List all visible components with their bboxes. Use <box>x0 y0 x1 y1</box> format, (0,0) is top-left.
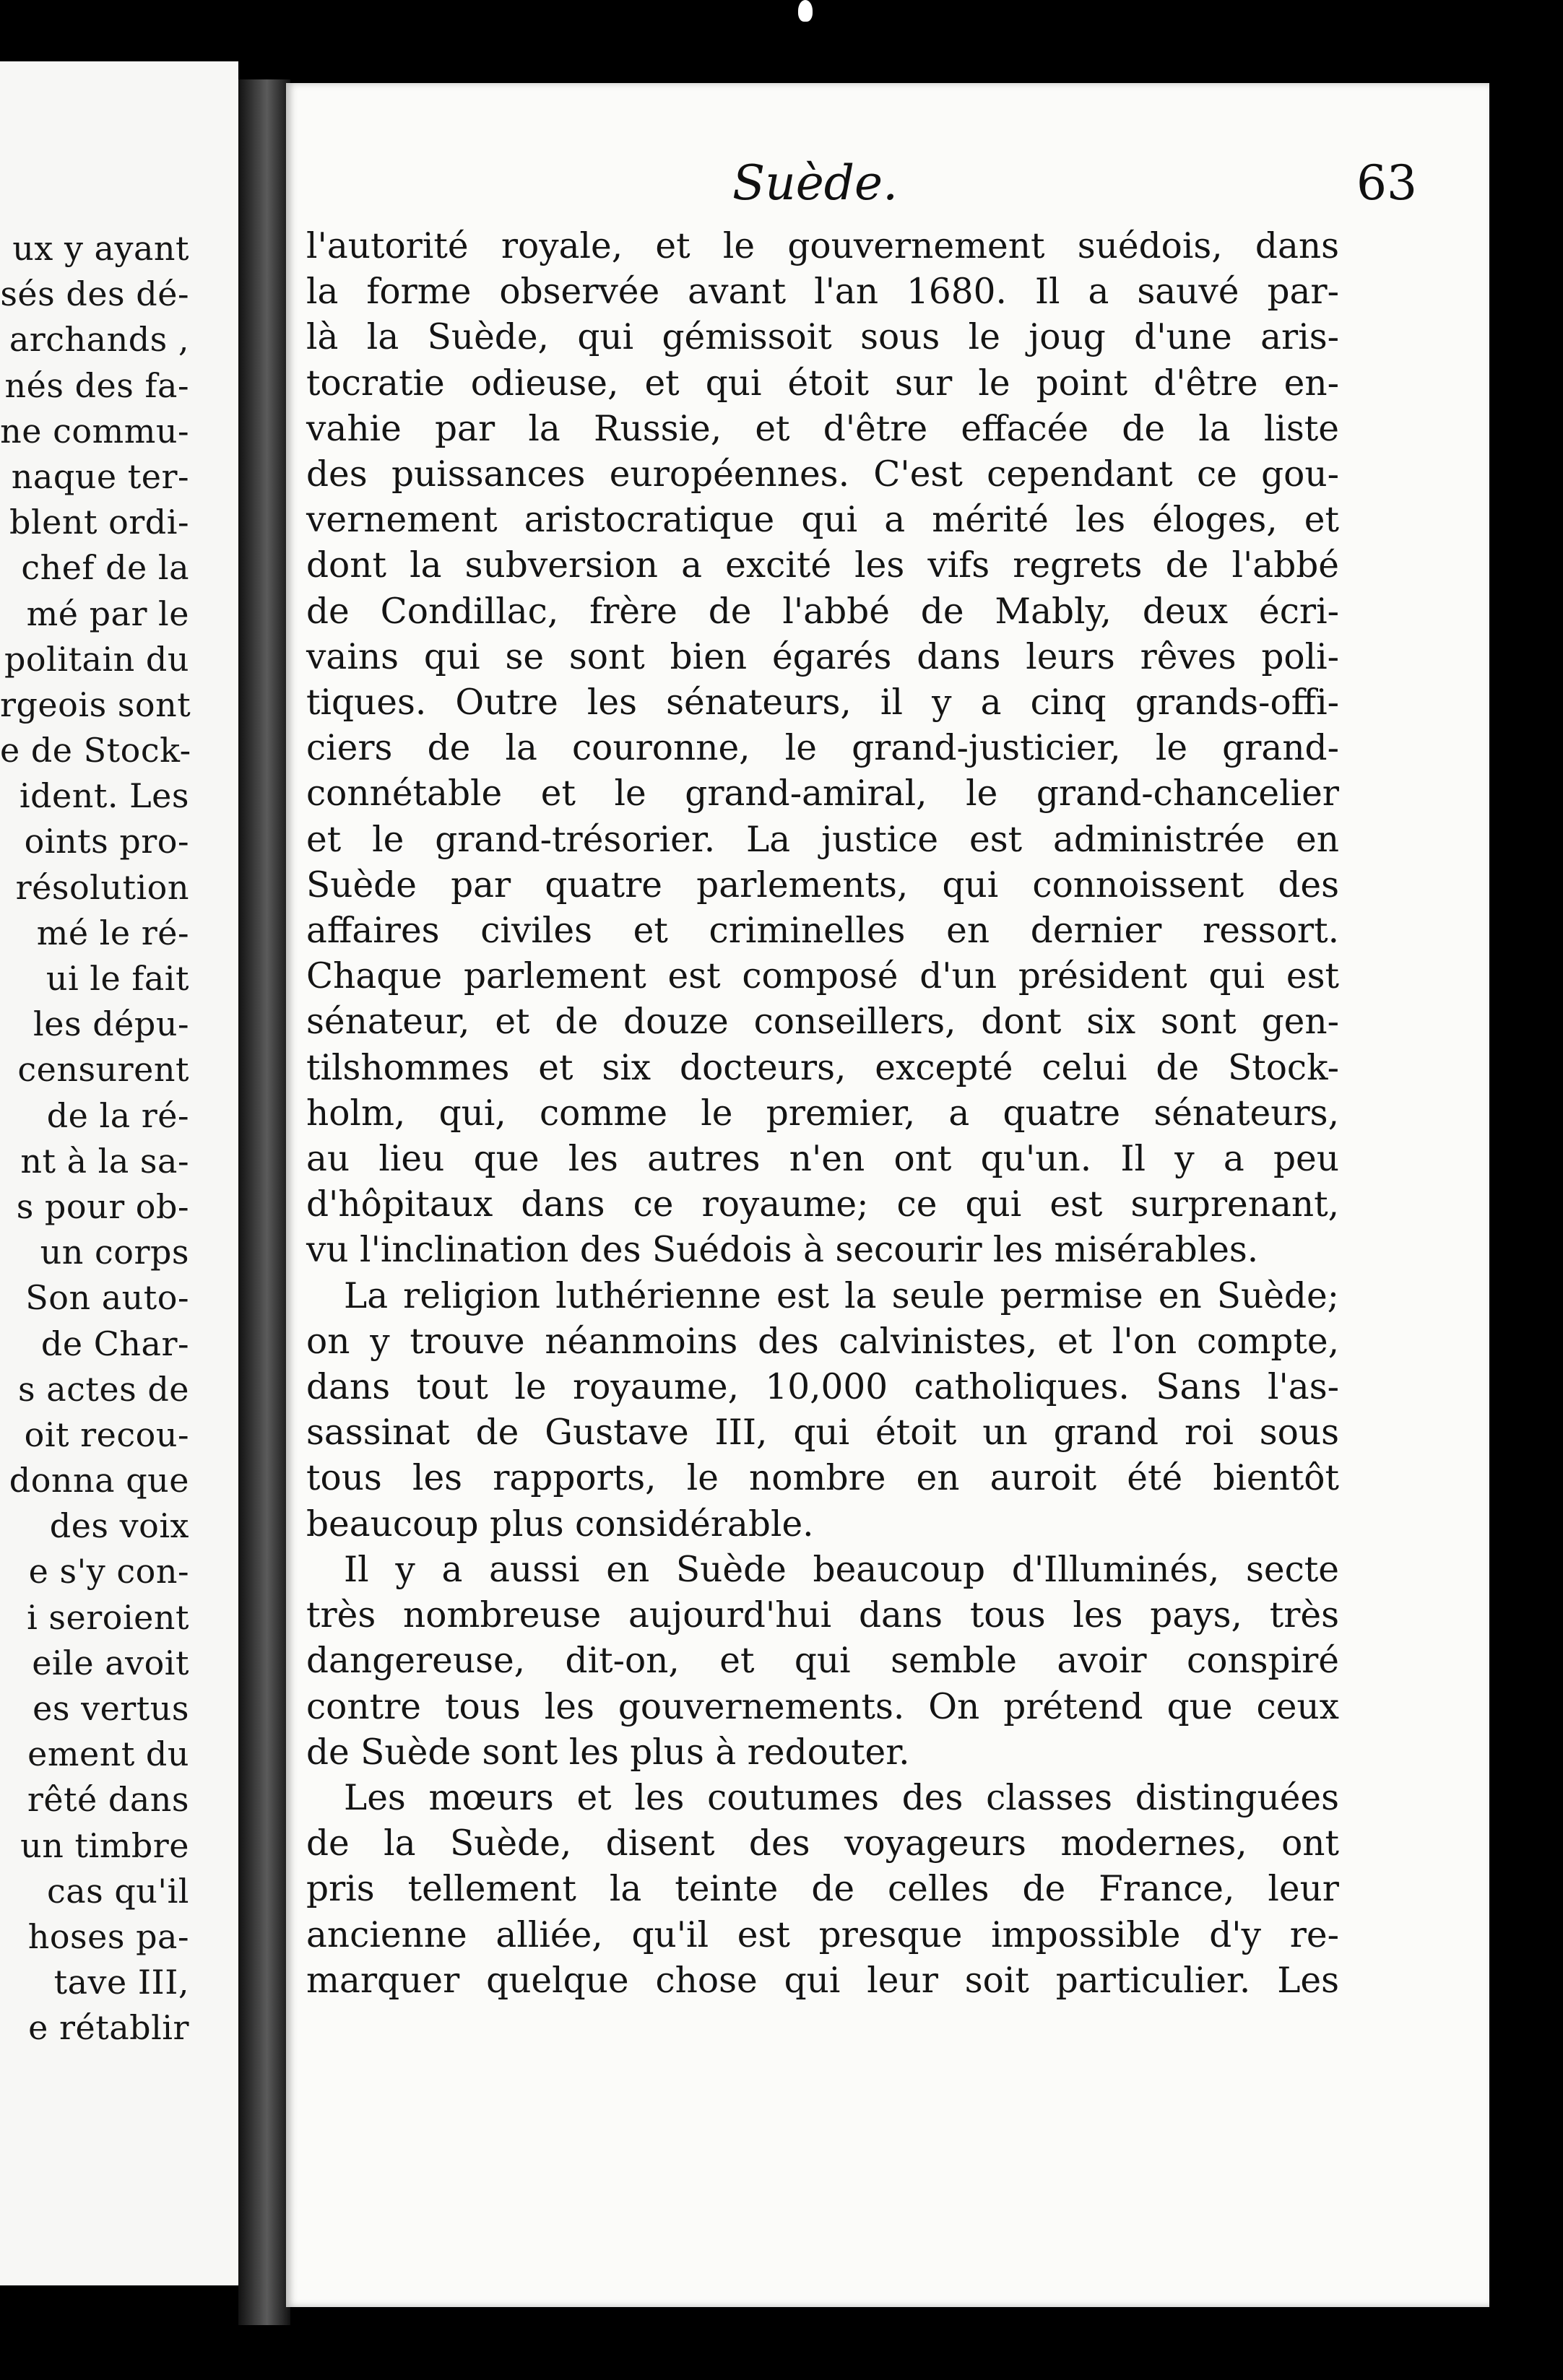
text-line: de Suède sont les plus à redouter. <box>306 1732 910 1773</box>
text-line: très nombreuse aujourd'hui dans tous les pays, très <box>306 1595 1339 1636</box>
text-line: beaucoup plus considérable. <box>306 1503 814 1545</box>
left-page-line: e de Stock- <box>0 731 191 770</box>
left-page-line: archands , <box>9 320 189 360</box>
text-line: l'autorité royale, et le gouvernement suédois, dans <box>306 226 1339 266</box>
left-page-line: résolution <box>15 867 189 907</box>
left-page-line: rgeois sont <box>0 685 191 724</box>
left-page-line: ne commu- <box>0 411 189 451</box>
text-line: dont la subversion a excité les vifs regrets de l'abbé <box>306 545 1339 586</box>
body-text <box>306 224 1339 2004</box>
text-line: contre tous les gouvernements. On prétend que ceux <box>306 1686 1339 1727</box>
left-page-line: nés des fa- <box>4 365 189 405</box>
text-line: tous les rapports, le nombre en auroit été bientôt <box>306 1458 1339 1499</box>
left-page-line: e s'y con- <box>28 1552 189 1591</box>
left-page-line: nt à la sa- <box>20 1141 189 1181</box>
text-line: Chaque parlement est composé d'un président qui est <box>306 956 1339 997</box>
left-page-line: de la ré- <box>46 1095 189 1135</box>
page-number: 63 <box>1356 155 1417 211</box>
left-page-text <box>0 226 238 2051</box>
left-page-line: rêté dans <box>27 1780 189 1820</box>
left-page-line: les dépu- <box>33 1004 189 1044</box>
left-page-line: donna que <box>9 1461 189 1500</box>
text-line: pris tellement la teinte de celles de France, leur <box>306 1869 1339 1910</box>
left-page-line: chef de la <box>21 548 189 588</box>
left-page-fragment <box>0 61 238 2285</box>
left-page-line: sés des dé- <box>0 274 189 314</box>
text-line: dans tout le royaume, 10,000 catholiques. Sans l'as- <box>306 1367 1339 1408</box>
left-page-line: ux y ayant <box>12 229 189 268</box>
left-page-line: eile avoit <box>32 1643 189 1682</box>
text-line: tiques. Outre les sénateurs, il y a cinq grands-offi- <box>306 682 1339 724</box>
left-page-line: censurent <box>17 1050 189 1090</box>
page-header <box>286 155 1489 220</box>
running-title: Suède. <box>732 155 899 211</box>
text-line: marquer quelque chose qui leur soit particulier. Les <box>306 1960 1339 2001</box>
text-line: Il y a aussi en Suède beaucoup d'Illuminés, secte <box>344 1549 1339 1590</box>
text-line: vains qui se sont bien égarés dans leurs rêves poli- <box>306 636 1339 677</box>
text-line: Les mœurs et les coutumes des classes distinguées <box>344 1777 1339 1818</box>
text-line: ancienne alliée, qu'il est presque impossible d'y re- <box>306 1914 1339 1955</box>
left-page-line: tave III, <box>53 1963 189 2002</box>
text-line: on y trouve néanmoins des calvinistes, et l'on compte, <box>306 1321 1339 1362</box>
left-page-line: ui le fait <box>46 959 189 998</box>
left-page-line: des voix <box>49 1506 189 1546</box>
text-line: la forme observée avant l'an 1680. Il a sauvé par- <box>306 272 1339 313</box>
text-line: ciers de la couronne, le grand-justicier, le grand- <box>306 728 1339 769</box>
text-line: connétable et le grand-amiral, le grand-chancelier <box>306 773 1339 815</box>
text-line: affaires civiles et criminelles en dernier ressort. <box>306 911 1339 952</box>
text-line: des puissances européennes. C'est cependant ce gou- <box>306 454 1339 495</box>
left-page-line: oints pro- <box>24 822 189 861</box>
left-page-line: de Char- <box>40 1324 189 1363</box>
left-page-line: mé par le <box>26 594 189 633</box>
text-line: là la Suède, qui gémissoit sous le joug d'une aris- <box>306 317 1339 358</box>
left-page-line: politain du <box>4 639 189 679</box>
left-page-line: un corps <box>40 1233 189 1272</box>
text-line: dangereuse, dit-on, et qui semble avoir conspiré <box>306 1641 1339 1682</box>
text-line: tilshommes et six docteurs, excepté celui de Stock- <box>306 1047 1339 1088</box>
text-line: sassinat de Gustave III, qui étoit un grand roi sous <box>306 1412 1339 1454</box>
text-line: de Condillac, frère de l'abbé de Mably, deux écri- <box>306 591 1339 632</box>
text-line: vahie par la Russie, et d'être effacée de la liste <box>306 408 1339 449</box>
text-line: tocratie odieuse, et qui étoit sur le point d'être en- <box>306 362 1339 404</box>
left-page-line: hoses pa- <box>27 1916 189 1956</box>
left-page-line: e rétablir <box>28 2008 189 2048</box>
text-line: vernement aristocratique qui a mérité les éloges, et <box>306 500 1339 541</box>
text-line: La religion luthérienne est la seule permise en Suède; <box>344 1275 1339 1316</box>
left-page-line: Son auto- <box>25 1278 189 1318</box>
left-page-line: un timbre <box>20 1825 189 1865</box>
left-page-line: ident. Les <box>19 776 189 816</box>
right-page <box>286 83 1489 2307</box>
text-line: vu l'inclination des Suédois à secourir les misérables. <box>306 1230 1259 1271</box>
book-gutter <box>238 79 290 2325</box>
left-page-line: ement du <box>27 1734 189 1774</box>
left-page-line: oit recou- <box>24 1415 189 1454</box>
left-page-line: mé le ré- <box>36 913 189 952</box>
left-page-line: es vertus <box>33 1689 189 1728</box>
left-page-line: s pour ob- <box>16 1186 189 1226</box>
left-page-line: i seroient <box>27 1597 189 1637</box>
left-page-line: naque ter- <box>11 456 189 496</box>
text-line: holm, qui, comme le premier, a quatre sénateurs, <box>306 1093 1339 1134</box>
left-page-line: blent ordi- <box>9 503 189 542</box>
text-line: sénateur, et de douze conseillers, dont six sont gen- <box>306 1002 1339 1043</box>
film-speck <box>798 0 813 22</box>
text-line: au lieu que les autres n'en ont qu'un. Il y a peu <box>306 1139 1339 1180</box>
left-page-line: cas qu'il <box>46 1871 189 1911</box>
text-line: Suède par quatre parlements, qui connoissent des <box>306 864 1339 905</box>
left-page-line: s actes de <box>17 1369 189 1409</box>
text-line: et le grand-trésorier. La justice est administrée en <box>306 819 1339 860</box>
text-line: de la Suède, disent des voyageurs modernes, ont <box>306 1823 1339 1864</box>
text-line: d'hôpitaux dans ce royaume; ce qui est surprenant, <box>306 1184 1339 1225</box>
